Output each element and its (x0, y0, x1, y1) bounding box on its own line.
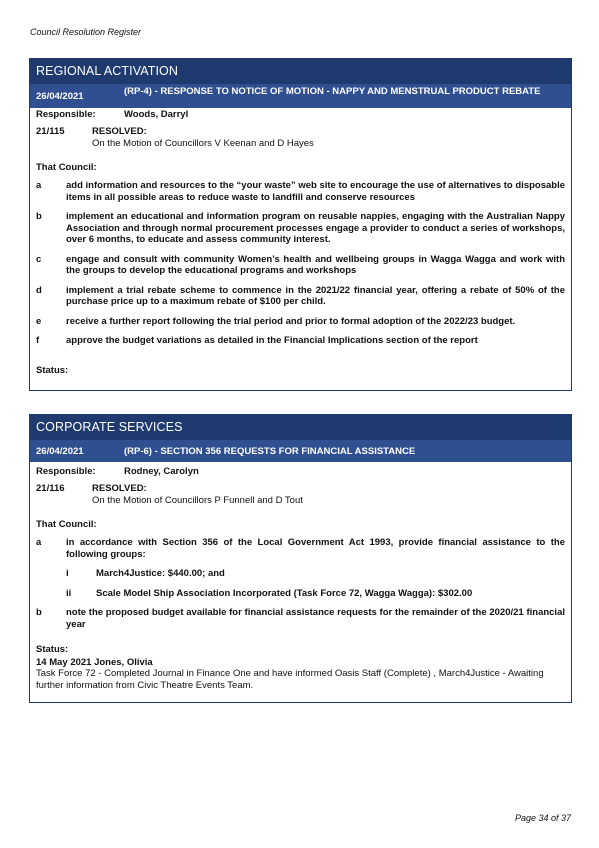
motion-text: On the Motion of Councillors V Keenan and D Hayes (92, 138, 314, 149)
list-marker: c (36, 253, 42, 265)
list-text: implement a trial rebate scheme to commence in the 2021/22 financial year, offering a rebate of 50% of the purchase price up to a maximum rebate of $100 per child. (66, 284, 565, 307)
resolution-body (92, 483, 303, 507)
list-text: implement an educational and information program on reusable nappies, engaging with the Australian Nappy Association and through normal procurement processes engage a provider to conduct a series of workshops, over 6 months, to educate and assess community interest. (66, 211, 565, 245)
sub-list-text: March4Justice: $440.00; and (96, 568, 225, 579)
list-item (30, 285, 571, 308)
list-text: in accordance with Section 356 of the Local Government Act 1993, provide financial assistance to the following groups: (66, 537, 565, 560)
that-council-label: That Council: (36, 162, 97, 173)
resolution-number: 21/116 (36, 483, 65, 494)
status-label: Status: (36, 364, 69, 376)
item-title: (RP-6) - SECTION 356 REQUESTS FOR FINANCIAL ASSISTANCE (124, 445, 416, 457)
sub-list-item (30, 588, 571, 600)
list-item (30, 537, 571, 560)
list-item (30, 316, 571, 328)
status-date: 14 May 2021 Jones, Olivia (36, 657, 153, 668)
document-header: Council Resolution Register (30, 27, 142, 37)
section-title: CORPORATE SERVICES (30, 415, 571, 440)
sub-list-marker: i (66, 568, 69, 579)
item-header-bar (30, 84, 571, 108)
that-council-label: That Council: (36, 519, 97, 530)
section-corporate-services (29, 414, 572, 703)
item-date: 26/04/2021 (36, 445, 84, 457)
list-text: receive a further report following the trial period and prior to formal adoption of the 2022/23 budget. (66, 315, 516, 327)
item-date: 26/04/2021 (36, 90, 84, 102)
list-marker: a (36, 537, 42, 548)
status-text: Task Force 72 - Completed Journal in Finance One and have informed Oasis Staff (Complete) , March4Justice - Awaiting further information from Civic Theatre Events Team. (36, 668, 544, 691)
list-marker: b (36, 211, 42, 222)
motion-text: On the Motion of Councillors P Funnell and D Tout (92, 495, 303, 506)
resolved-label: RESOLVED: (92, 126, 147, 137)
list-marker: f (36, 335, 40, 346)
list-marker: a (36, 180, 42, 191)
list-item (30, 180, 571, 203)
sub-list-item (30, 568, 571, 580)
list-item (30, 607, 571, 630)
list-marker: e (36, 315, 42, 327)
list-item (30, 211, 571, 246)
section-title: REGIONAL ACTIVATION (30, 59, 571, 84)
resolution-row (30, 483, 571, 507)
section-regional-activation (29, 58, 572, 391)
responsible-name: Woods, Darryl (124, 109, 189, 120)
list-text: note the proposed budget available for financial assistance requests for the remainder of the 2020/21 financial year (66, 607, 565, 630)
resolution-row (30, 126, 571, 150)
page-number: Page 34 of 37 (514, 813, 571, 823)
responsible-name: Rodney, Carolyn (124, 466, 199, 477)
list-text: add information and resources to the “your waste” web site to encourage the use of alternatives to disposable items in all possible areas to reduce waste to landfill and conserve resources (66, 180, 565, 203)
status-label: Status: (36, 644, 69, 655)
resolution-number: 21/115 (36, 126, 65, 137)
resolution-body (92, 126, 314, 150)
item-title: (RP-4) - RESPONSE TO NOTICE OF MOTION - NAPPY AND MENSTRUAL PRODUCT REBATE (124, 86, 541, 97)
resolved-label: RESOLVED: (92, 483, 147, 494)
list-item (30, 335, 571, 347)
responsible-label: Responsible: (36, 109, 96, 120)
responsible-row (30, 466, 571, 477)
responsible-row (30, 109, 571, 120)
list-text: engage and consult with community Women’s health and wellbeing groups in Wagga Wagga and work with the groups to develop the educational programs and workshops (66, 253, 565, 276)
list-text: approve the budget variations as detailed in the Financial Implications section of the report (66, 335, 478, 346)
sub-list-text: Scale Model Ship Association Incorporated (Task Force 72, Wagga Wagga): $302.00 (96, 587, 473, 599)
item-header-bar (30, 440, 571, 462)
responsible-label: Responsible: (36, 466, 96, 477)
list-marker: d (36, 284, 42, 296)
sub-list-marker: ii (66, 587, 72, 599)
list-marker: b (36, 607, 42, 618)
list-item (30, 254, 571, 277)
